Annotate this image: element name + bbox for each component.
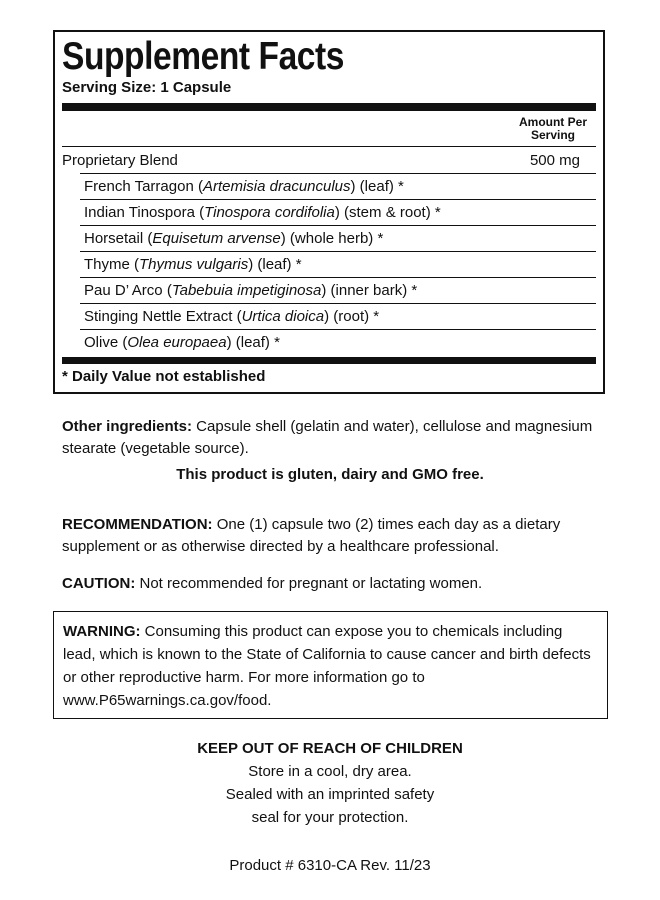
serving-size: Serving Size: 1 Capsule [62, 79, 232, 96]
ingredient-label [84, 308, 379, 325]
free-statement: This product is gluten, dairy and GMO free. [176, 466, 484, 483]
recommendation-label: RECOMMENDATION: [62, 516, 213, 533]
other-ingredients-text: Capsule shell (gelatin and water), cellulose and magnesium stearate (vegetable source). [62, 418, 593, 457]
amount-per-serving-header [508, 111, 598, 146]
thick-divider-bottom [62, 357, 596, 364]
ingredient-label [84, 178, 404, 195]
ingredient-part: ) (inner bark) * [321, 282, 418, 299]
ingredient-row [80, 199, 596, 225]
ingredient-part: ) (leaf) * [248, 256, 302, 273]
ingredient-part: ) (stem & root) * [334, 204, 441, 221]
ingredient-label [84, 204, 441, 221]
thick-divider [62, 103, 596, 111]
ingredient-latin-name: Thymus vulgaris [139, 256, 249, 273]
ingredient-row [80, 277, 596, 303]
warning-box [53, 611, 608, 719]
warning-text: Consuming this product can expose you to chemicals including lead, which is known to the State of California to cause cancer and birth defects or other reproductive harm. For more information go to www.P65warnings.ca.gov/food. [63, 623, 591, 709]
product-number: Product # 6310-CA Rev. 11/23 [229, 857, 431, 874]
ingredient-common-name: French Tarragon ( [84, 178, 203, 195]
ingredient-common-name: Stinging Nettle Extract ( [84, 308, 242, 325]
ingredient-part: ) (whole herb) * [280, 230, 384, 247]
ingredient-latin-name: Urtica dioica [241, 308, 325, 325]
ingredient-latin-name: Tinospora cordifolia [204, 204, 335, 221]
recommendation [62, 514, 610, 558]
seal-note-line-2: seal for your protection. [251, 809, 409, 826]
ingredient-row [80, 251, 596, 277]
recommendation-text: One (1) capsule two (2) times each day as a dietary supplement or as otherwise directed by a healthcare professional. [62, 516, 561, 555]
ingredient-row [80, 329, 596, 355]
ingredient-latin-name: Tabebuia impetiginosa [171, 282, 322, 299]
ingredient-common-name: Pau D’ Arco ( [84, 282, 172, 299]
blend-amount: 500 mg [529, 151, 580, 169]
ingredient-part: ) (leaf) * [350, 178, 404, 195]
ingredient-row [80, 303, 596, 329]
amount-header-line-1: Amount Per [518, 115, 587, 129]
ingredient-label [84, 334, 280, 351]
storage-note: Store in a cool, dry area. [248, 763, 412, 780]
ingredient-label [84, 282, 417, 299]
caution-label: CAUTION: [62, 575, 136, 592]
blend-row [62, 147, 596, 173]
ingredient-row [80, 225, 596, 251]
seal-note-line-1: Sealed with an imprinted safety [225, 786, 435, 803]
ingredient-part: ) (root) * [324, 308, 380, 325]
blend-name: Proprietary Blend [62, 151, 178, 169]
ingredient-list [62, 173, 596, 355]
footer [0, 737, 660, 829]
ingredient-latin-name: Equisetum arvense [152, 230, 281, 247]
caution-text: Not recommended for pregnant or lactating women. [135, 575, 483, 592]
ingredient-label [84, 230, 383, 247]
caution [62, 573, 610, 595]
ingredient-common-name: Thyme ( [84, 256, 140, 273]
supplement-facts-panel [53, 30, 605, 394]
ingredient-latin-name: Artemisia dracunculus [202, 178, 351, 195]
facts-title: Supplement Facts [62, 35, 344, 78]
ingredient-part: ) (leaf) * [226, 334, 280, 351]
amount-header-line-2: Serving [530, 128, 575, 142]
warning-label: WARNING: [63, 623, 141, 640]
ingredient-latin-name: Olea europaea [127, 334, 227, 351]
other-ingredients-label: Other ingredients: [62, 418, 193, 435]
other-ingredients [62, 416, 610, 460]
ingredient-common-name: Indian Tinospora ( [84, 204, 205, 221]
ingredient-label [84, 256, 302, 273]
ingredient-common-name: Olive ( [84, 334, 128, 351]
daily-value-footnote: * Daily Value not established [62, 368, 266, 385]
ingredient-common-name: Horsetail ( [84, 230, 153, 247]
ingredient-row [80, 173, 596, 199]
keep-out-notice: KEEP OUT OF REACH OF CHILDREN [197, 740, 463, 757]
